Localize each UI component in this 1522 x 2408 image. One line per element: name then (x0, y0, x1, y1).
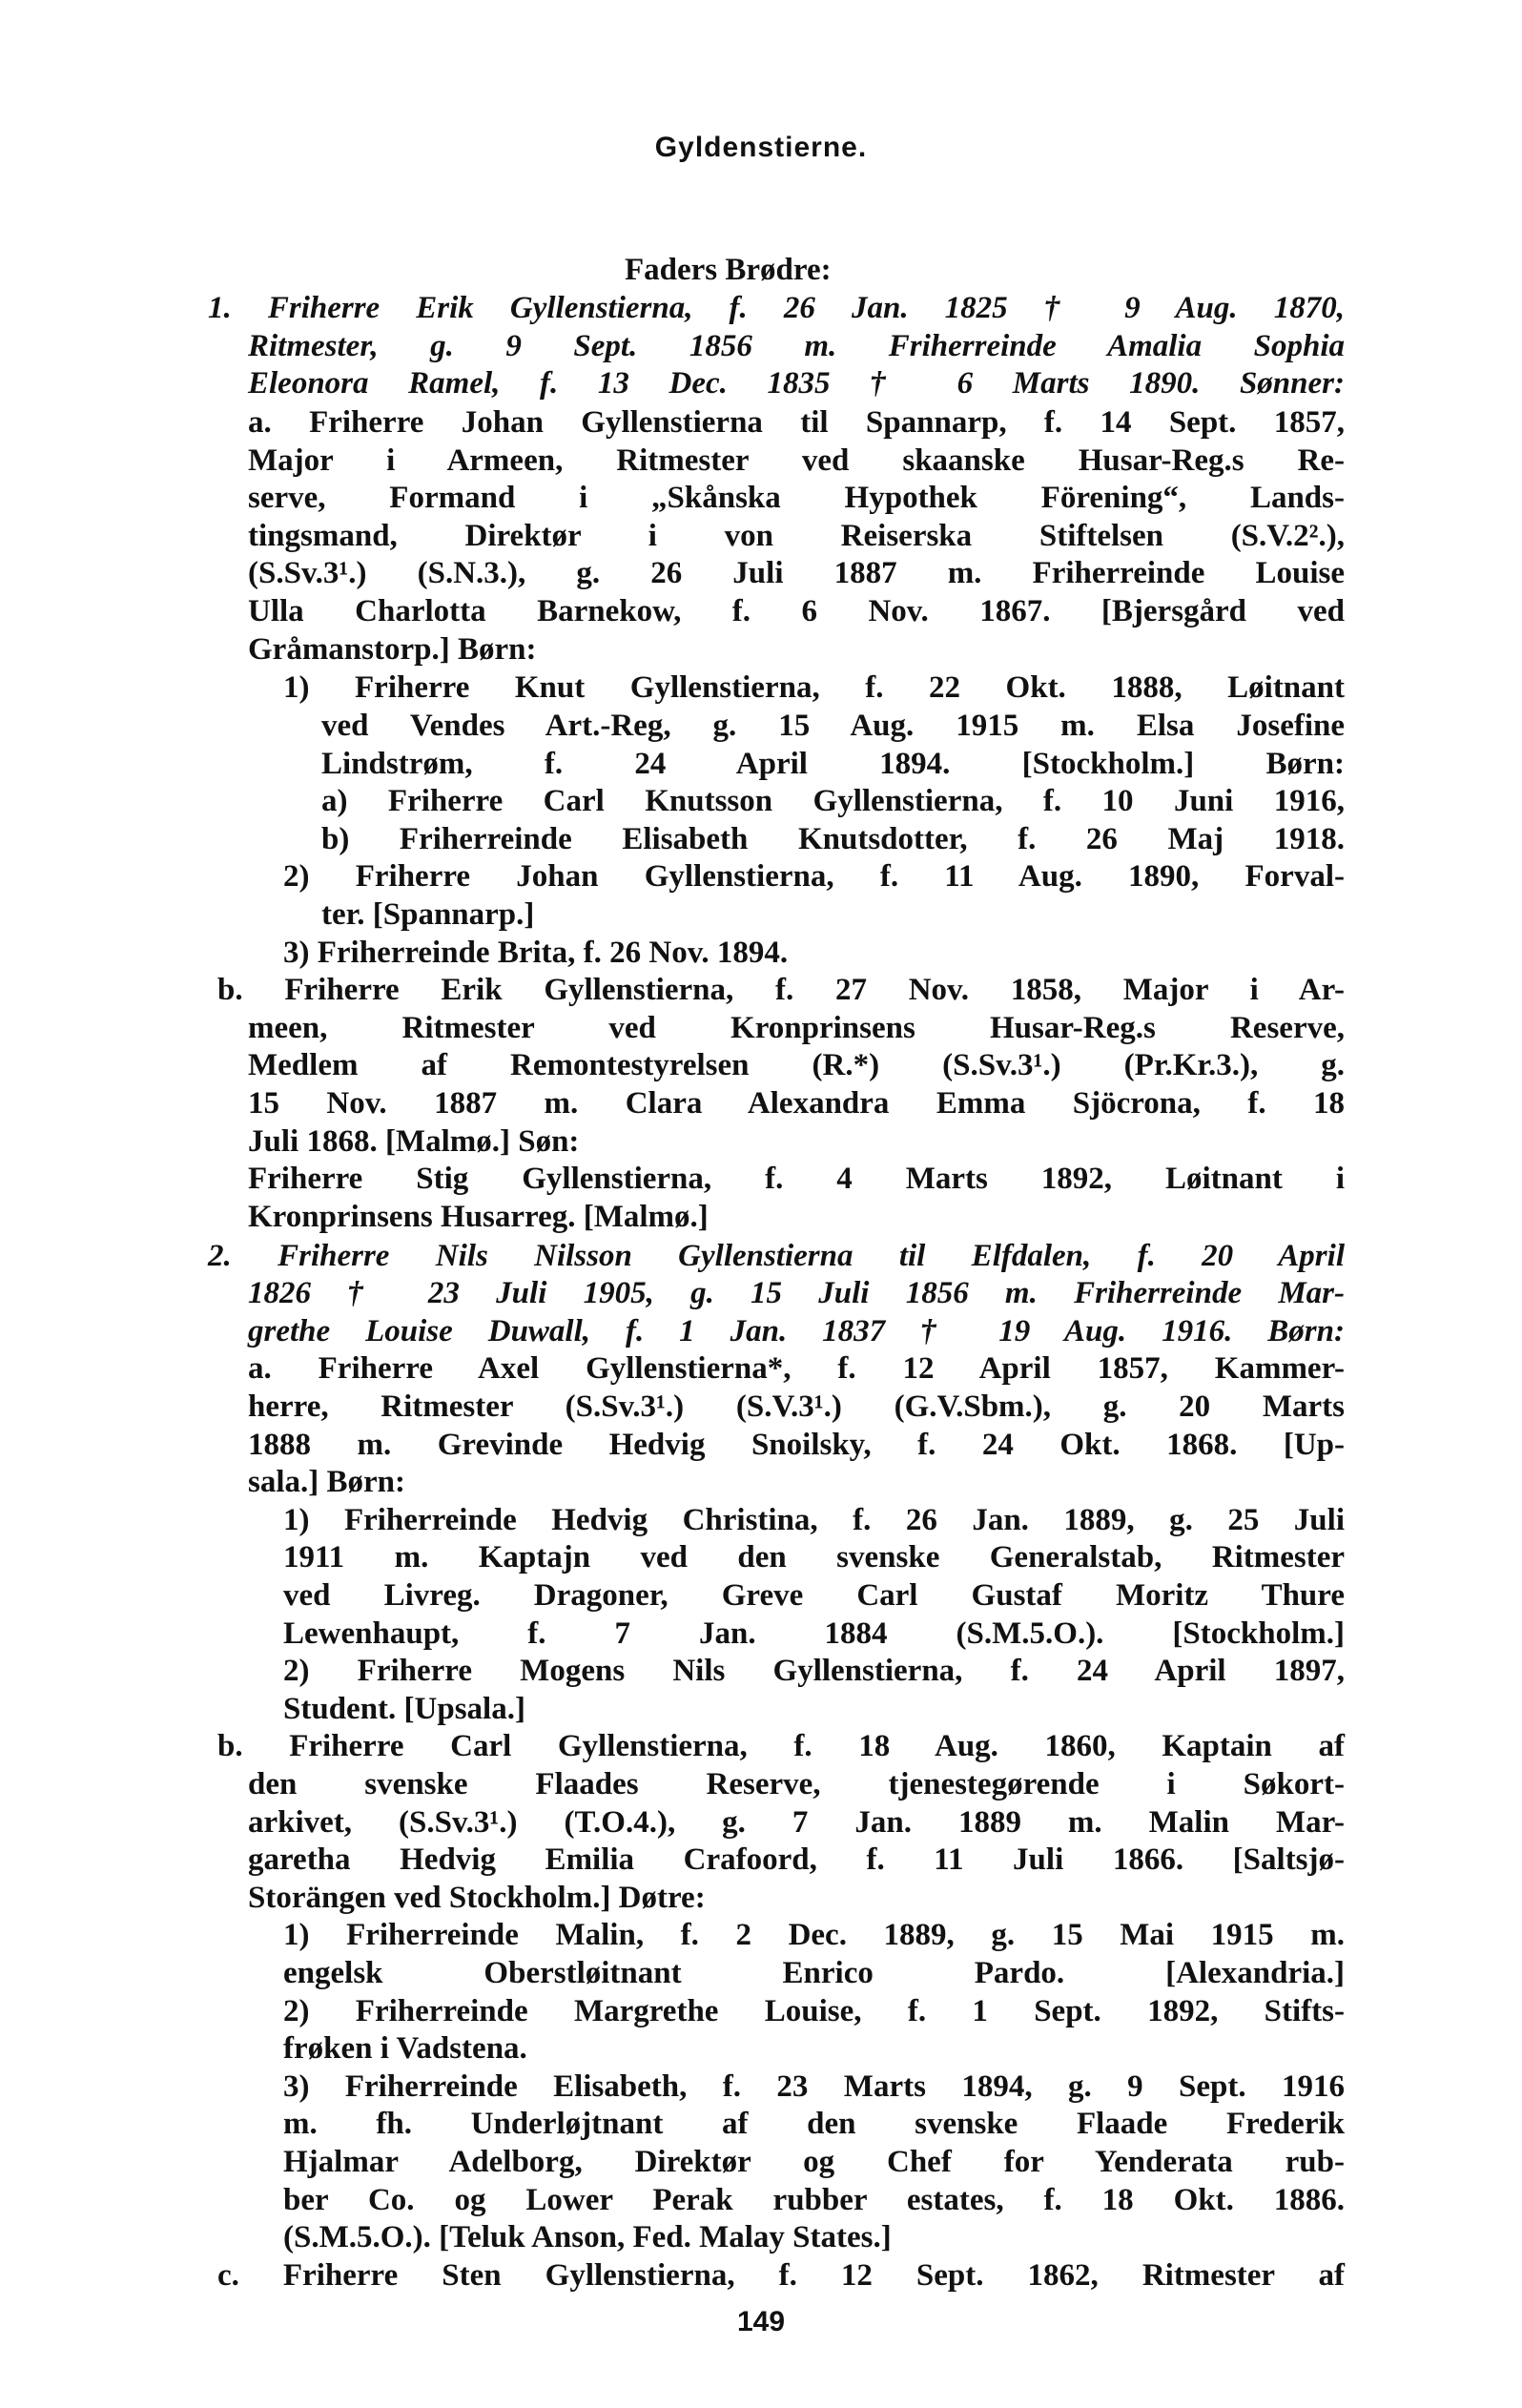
running-head: Gyldenstierne. (654, 132, 868, 163)
line-text: 1) Friherre Knut Gyllenstierna, f. 22 Okt. 1888, Løitnant (283, 670, 1345, 706)
line-text: serve, Formand i „Skånska Hypothek Förening“, Lands- (248, 481, 1345, 516)
line-text: 1888 m. Grevinde Hedvig Snoilsky, f. 24 Okt. 1868. [Up- (248, 1427, 1345, 1462)
line-text: ved Livreg. Dragoner, Greve Carl Gustaf Moritz Thure (283, 1578, 1345, 1613)
line-text: frøken i Vadstena. (283, 2031, 527, 2067)
line-text: meen, Ritmester ved Kronprinsens Husar-Reg.s Reserve, (248, 1010, 1345, 1045)
line-text: ter. [Spannarp.] (321, 897, 535, 932)
line-text: Lindstrøm, f. 24 April 1894. [Stockholm.] Børn: (321, 746, 1345, 781)
line-text: a. Friherre Axel Gyllenstierna*, f. 12 April 1857, Kammer- (248, 1351, 1345, 1387)
line-text: Ritmester, g. 9 Sept. 1856 m. Friherreinde Amalia Sophia (248, 328, 1345, 363)
line-text: c. Friherre Sten Gyllenstierna, f. 12 Sept. 1862, Ritmester af (217, 2257, 1345, 2293)
line-text: a) Friherre Carl Knutsson Gyllenstierna, f. 10 Juni 1916, (321, 784, 1345, 819)
line-text: Student. [Upsala.] (283, 1691, 525, 1726)
line-text: garetha Hedvig Emilia Crafoord, f. 11 Juli 1866. [Saltsjø- (248, 1842, 1345, 1878)
line-text: Juli 1868. [Malmø.] Søn: (248, 1123, 580, 1159)
line-text: 3) Friherreinde Elisabeth, f. 23 Marts 1894, g. 9 Sept. 1916 (283, 2068, 1345, 2104)
line-text: 3) Friherreinde Brita, f. 26 Nov. 1894. (283, 935, 789, 970)
line-text: 1) Friherreinde Malin, f. 2 Dec. 1889, g. 15 Mai 1915 m. (283, 1918, 1345, 1953)
line-text: Eleonora Ramel, f. 13 Dec. 1835 † 6 Marts 1890. Sønner: (248, 366, 1345, 401)
line-text: Gråmanstorp.] Børn: (248, 631, 537, 667)
line-text: Lewenhaupt, f. 7 Jan. 1884 (S.M.5.O.). [Stockholm.] (283, 1616, 1345, 1651)
line-text: b. Friherre Carl Gyllenstierna, f. 18 Aug. 1860, Kaptain af (217, 1729, 1345, 1764)
line-text: engelsk Oberstløitnant Enrico Pardo. [Alexandria.] (283, 1956, 1345, 1990)
line-text: 1) Friherreinde Hedvig Christina, f. 26 Jan. 1889, g. 25 Juli (283, 1502, 1345, 1537)
line-text: ved Vendes Art.-Reg, g. 15 Aug. 1915 m. Elsa Josefine (321, 709, 1345, 743)
line-text: Faders Brødre: (625, 253, 832, 288)
line-text: 2. Friherre Nils Nilsson Gyllenstierna til Elfdalen, f. 20 April (208, 1238, 1345, 1273)
line-text: 1. Friherre Erik Gyllenstierna, f. 26 Jan. 1825 † 9 Aug. 1870, (208, 291, 1345, 325)
line-text: Ulla Charlotta Barnekow, f. 6 Nov. 1867. [Bjersgård ved (248, 594, 1345, 628)
line-text: b. Friherre Erik Gyllenstierna, f. 27 Nov. 1858, Major i Ar- (217, 973, 1345, 1008)
line-text: Medlem af Remontestyrelsen (R.*) (S.Sv.3¹.) (Pr.Kr.3.), g. (248, 1048, 1345, 1083)
page-number: 149 (736, 2306, 786, 2337)
line-text: Major i Armeen, Ritmester ved skaanske Husar-Reg.s Re- (248, 442, 1345, 478)
line-text: (S.M.5.O.). [Teluk Anson, Fed. Malay States.] (283, 2220, 892, 2255)
line-text: 2) Friherre Mogens Nils Gyllenstierna, f. 24 April 1897, (283, 1654, 1345, 1689)
line-text: den svenske Flaades Reserve, tjenestegørende i Søkort- (248, 1767, 1345, 1801)
line-text: Friherre Stig Gyllenstierna, f. 4 Marts 1892, Løitnant i (248, 1162, 1345, 1197)
line-text: b) Friherreinde Elisabeth Knutsdotter, f. 26 Maj 1918. (321, 821, 1345, 856)
line-text: Kronprinsens Husarreg. [Malmø.] (248, 1199, 709, 1234)
line-text: ber Co. og Lower Perak rubber estates, f. 18 Okt. 1886. (283, 2182, 1345, 2217)
line-text: herre, Ritmester (S.Sv.3¹.) (S.V.3¹.) (G.V.Sbm.), g. 20 Marts (248, 1389, 1345, 1424)
line-text: tingsmand, Direktør i von Reiserska Stiftelsen (S.V.2².), (248, 518, 1345, 553)
line-text: (S.Sv.3¹.) (S.N.3.), g. 26 Juli 1887 m. Friherreinde Louise (248, 556, 1345, 591)
line-text: 15 Nov. 1887 m. Clara Alexandra Emma Sjöcrona, f. 18 (248, 1086, 1345, 1121)
line-text: Storängen ved Stockholm.] Døtre: (248, 1880, 706, 1915)
line-text: a. Friherre Johan Gyllenstierna til Spannarp, f. 14 Sept. 1857, (248, 405, 1345, 440)
line-text: 1826 † 23 Juli 1905, g. 15 Juli 1856 m. Friherreinde Mar- (248, 1276, 1345, 1311)
line-text: grethe Louise Duwall, f. 1 Jan. 1837 † 19 Aug. 1916. Børn: (248, 1313, 1345, 1348)
line-text: Hjalmar Adelborg, Direktør og Chef for Yenderata rub- (283, 2145, 1345, 2179)
line-text: sala.] Børn: (248, 1465, 405, 1500)
line-text: arkivet, (S.Sv.3¹.) (T.O.4.), g. 7 Jan. 1889 m. Malin Mar- (248, 1804, 1345, 1840)
line-text: 1911 m. Kaptajn ved den svenske Generalstab, Ritmester (283, 1540, 1345, 1575)
text-line (0, 1195, 1522, 1239)
text-line (0, 361, 1522, 405)
text-line (0, 2254, 1522, 2297)
line-text: m. fh. Underløjtnant af den svenske Flaade Frederik (283, 2107, 1345, 2142)
line-text: 2) Friherre Johan Gyllenstierna, f. 11 Aug. 1890, Forval- (283, 859, 1345, 895)
line-text: 2) Friherreinde Margrethe Louise, f. 1 Sept. 1892, Stifts- (283, 1993, 1345, 2028)
text-line (0, 628, 1522, 671)
